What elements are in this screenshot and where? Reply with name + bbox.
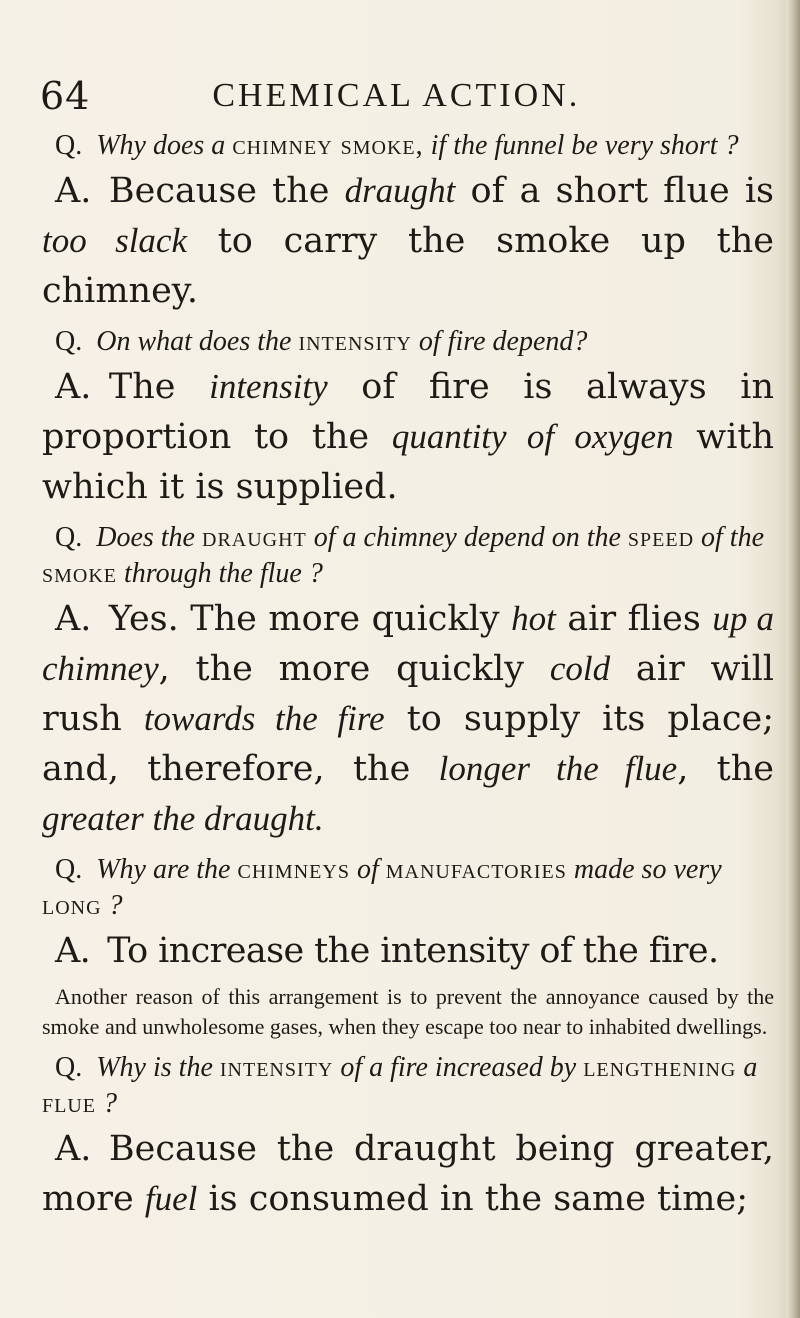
answer-text: air flies [555,599,713,639]
answer-2 [42,362,774,512]
question-text: On what does the [96,326,299,357]
question-label: Q. [55,326,83,357]
question-text: a [736,1052,758,1083]
question-label: Q. [55,522,83,553]
question-keyword: flue [42,1088,96,1119]
question-text: of the [694,522,765,553]
answer-emphasis: longer the flue [438,749,678,788]
answer-text: The [108,367,210,407]
answer-text: of a short flue is [455,171,774,211]
question-keyword: speed [627,522,695,553]
answer-text: Because the draught being greater, more [42,1129,774,1219]
question-text: if the funnel be very short ? [423,130,739,161]
question-label: Q. [55,1052,83,1083]
answer-emphasis: hot [511,599,556,638]
question-2 [42,324,774,360]
question-keyword: lengthening [583,1052,737,1083]
answer-label: A. [55,931,91,971]
question-label: Q. [55,854,83,885]
question-text: Does the [96,522,202,553]
answer-label: A. [55,1129,92,1169]
answer-5 [42,1124,774,1224]
answer-text: of fire is always in proportion to the [42,367,774,457]
answer-text: is consumed in the same time; [197,1179,748,1219]
question-keyword: chimney smoke, [232,130,424,161]
answer-emphasis: up a chimney [42,599,774,688]
answer-label: A. [55,599,92,639]
answer-emphasis: greater the draught. [42,799,324,838]
answer-text: Because the [108,171,345,211]
explanatory-note: Another reason of this arrangement is to prevent the annoyance caused by the smoke and unwholesome gases, when they escape too near to inhabited dwellings. [42,984,774,1039]
question-keyword: long [42,890,102,921]
answer-label: A. [55,367,92,407]
answer-text: , the more quickly [158,649,550,689]
question-keyword: intensity [298,326,412,357]
answer-emphasis: intensity [209,367,328,406]
question-text: Why does a [96,130,233,161]
page-number: 64 [40,74,91,118]
answer-text: with which it is supplied. [42,417,774,507]
question-text: of [349,854,386,885]
answer-emphasis: cold [549,649,611,688]
question-keyword: intensity [219,1052,334,1083]
running-title: CHEMICAL ACTION. [212,77,581,114]
question-4 [42,852,774,924]
page-body [42,120,774,1224]
question-text: of a chimney depend on the [306,522,628,553]
question-3 [42,520,774,592]
answer-text: air will rush [42,649,774,739]
answer-text: To increase the intensity of the fire. [107,931,719,971]
running-header [40,74,760,118]
question-keyword: chimneys [237,854,350,885]
answer-1 [42,166,774,316]
question-keyword: draught [202,522,307,553]
question-label: Q. [55,130,83,161]
question-text: ? [101,890,123,921]
question-keyword: smoke [42,558,118,589]
question-text: of fire depend? [411,326,588,357]
question-text: made so very [566,854,722,885]
answer-text: to supply its place; and, therefore, the [42,699,774,789]
question-text: through the flue ? [117,558,323,589]
question-text: Why are the [96,854,238,885]
answer-text: Yes. The more quickly [108,599,512,639]
question-text: of a fire increased by [333,1052,584,1083]
page-edge-shadow [786,0,800,1318]
question-text: Why is the [96,1052,220,1083]
answer-emphasis: fuel [144,1179,198,1218]
answer-emphasis: draught [344,171,456,210]
answer-4 [42,926,774,976]
question-text: ? [96,1088,117,1119]
question-keyword: manufactories [385,854,567,885]
answer-text: to carry the smoke up the chimney. [42,221,774,311]
answer-3 [42,594,774,844]
answer-emphasis: too slack [42,221,187,260]
answer-label: A. [55,171,92,211]
question-1 [42,128,774,164]
answer-emphasis: towards the fire [143,699,385,738]
answer-emphasis: quantity of oxygen [391,417,674,456]
answer-text: , the [677,749,775,789]
question-5 [42,1050,774,1122]
